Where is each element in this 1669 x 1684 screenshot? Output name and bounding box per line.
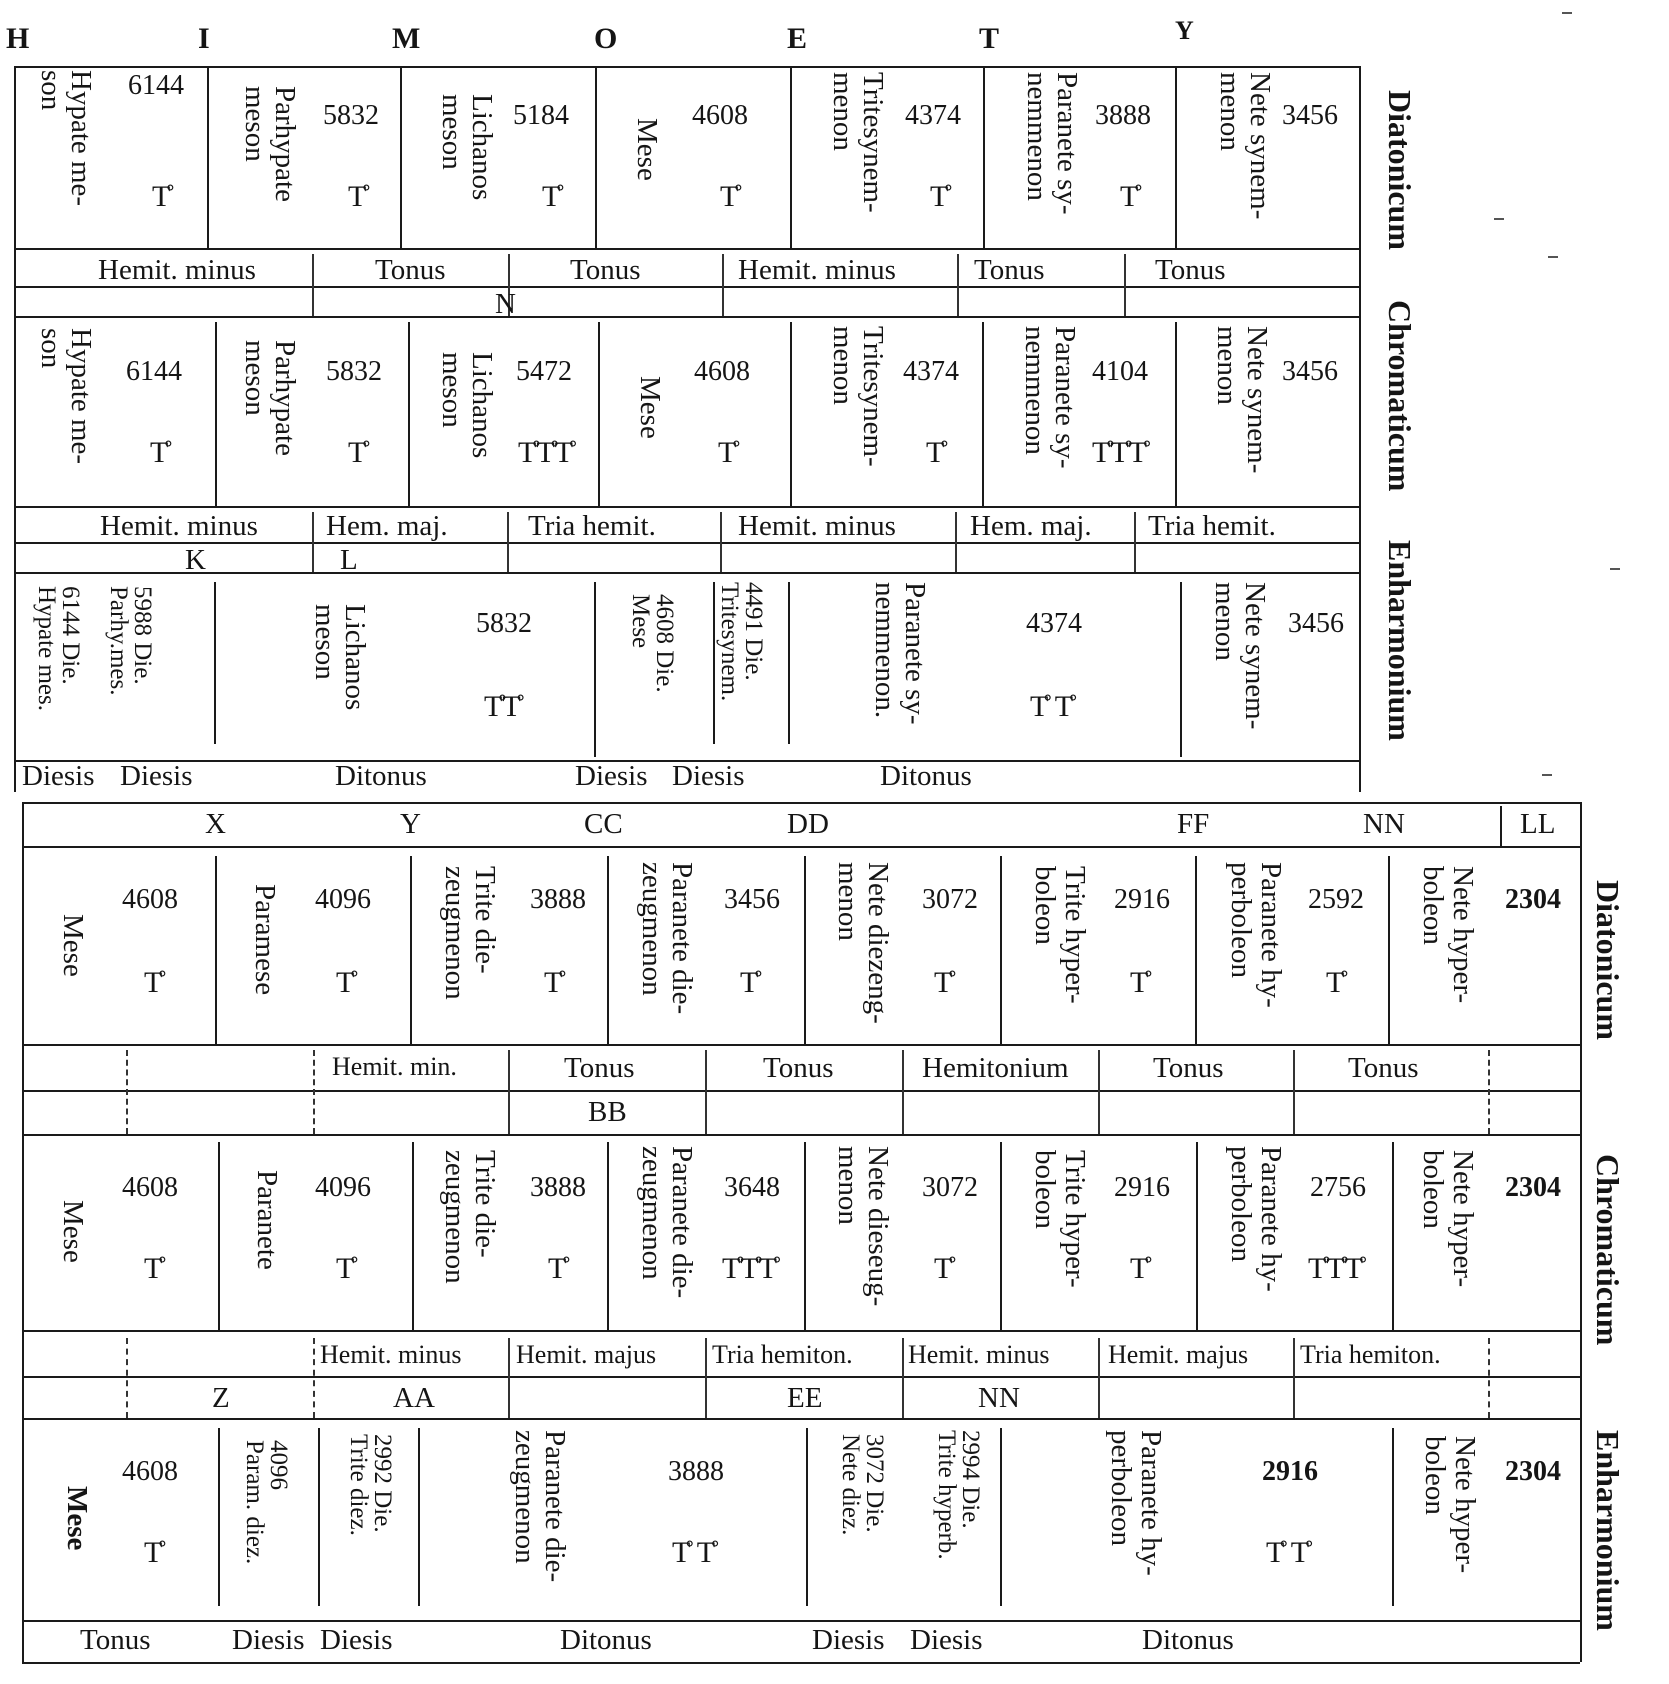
label-chromaticum: Chromaticum: [1382, 300, 1418, 492]
letter-O: O: [594, 22, 618, 55]
cell-tritesynemmenon: Tritesynem- menon: [827, 326, 889, 467]
value: 3456: [1282, 356, 1338, 387]
tone-symbol: T̊: [934, 1252, 953, 1285]
cell-trite-diezeugmenon: Trite die- zeugmenon: [439, 866, 501, 1000]
tone-symbol: T̊: [1130, 1252, 1149, 1285]
value: 5832: [476, 608, 532, 639]
interval: Hemit. min.: [332, 1052, 457, 1081]
label-enharmonium: Enharmonium: [1382, 540, 1418, 741]
interval: Diesis: [120, 760, 193, 792]
cell-mese: Mese: [631, 118, 663, 181]
interval: Hemit. majus: [516, 1340, 657, 1369]
cell-parhypate-meson-diesis: 5988 Die. Parhy.mes.: [105, 586, 156, 696]
value: 4608: [692, 100, 748, 131]
cell-paranete-hyperboleon: Paranete hy- perboleon: [1105, 1430, 1167, 1576]
cell-nete-synemmenon: Nete synem- menon: [1209, 582, 1271, 730]
value: 3456: [1288, 608, 1344, 639]
interval: Tria hemiton.: [712, 1340, 853, 1369]
tone-symbol: T̊ T̊: [1030, 690, 1074, 723]
letter-I: I: [198, 22, 210, 55]
value: 3072: [922, 1172, 978, 1203]
tone-symbol: T̊T̊T̊: [518, 436, 573, 469]
interval: Ditonus: [1142, 1624, 1234, 1656]
cell-hypate-meson-diesis: 6144 Die. Hypate mes.: [33, 586, 84, 711]
cell-mese: Mese: [61, 1486, 93, 1551]
value: 4374: [905, 100, 961, 131]
tone-symbol: T̊: [144, 966, 163, 999]
value: 2304: [1505, 884, 1561, 915]
interval: Hemit. majus: [1108, 1340, 1249, 1369]
tone-symbol: T̊: [544, 966, 563, 999]
tone-symbol: T̊: [1120, 180, 1139, 213]
interval: Hemit. minus: [908, 1340, 1050, 1369]
interval: Hemit. minus: [738, 510, 896, 542]
tone-symbol: T̊T̊: [484, 690, 521, 723]
cell-tritesynemmenon-diesis: 4491 Die. Tritesynem.: [716, 582, 767, 702]
cell-paranete-synemmenon: Paranete sy- nemmenon.: [869, 582, 931, 725]
value: 4608: [122, 1456, 178, 1487]
letter-NN: NN: [1363, 808, 1405, 840]
cell-trite-hyperboleon-diesis: 2994 Die. Trite hyperb.: [933, 1430, 984, 1560]
value: 3648: [724, 1172, 780, 1203]
letter-Y: Y: [1175, 16, 1194, 45]
tone-symbol: T̊T̊T̊: [1092, 436, 1147, 469]
interval: Hemitonium: [922, 1052, 1069, 1084]
value: 3888: [668, 1456, 724, 1487]
cell-nete-synemmenon: Nete synem- menon: [1211, 326, 1273, 474]
value: 2592: [1308, 884, 1364, 915]
cell-mese: Mese: [57, 914, 89, 977]
interval: Tonus: [1153, 1052, 1224, 1084]
cell-parhypate-meson: Parhypate meson: [239, 340, 301, 456]
mark-AA: AA: [393, 1382, 435, 1414]
letter-T: T: [979, 22, 1000, 55]
cell-hypate-meson: Hypate me- son: [35, 70, 97, 207]
letter-DD: DD: [787, 808, 829, 840]
value: 3456: [724, 884, 780, 915]
cell-lichanos-meson: Lichanos meson: [436, 352, 498, 459]
value: 3888: [1095, 100, 1151, 131]
interval: Hemit. minus: [100, 510, 258, 542]
interval: Diesis: [910, 1624, 983, 1656]
value: 4374: [903, 356, 959, 387]
interval: Tria hemit.: [528, 510, 656, 542]
interval: Tonus: [375, 254, 446, 286]
letter-LL: LL: [1520, 808, 1556, 840]
letter-Y: Y: [400, 808, 421, 840]
cell-nete-hyperboleon: Nete hyper- boleon: [1417, 866, 1479, 1004]
tone-symbol: T̊ T̊: [672, 1536, 716, 1569]
value: 2916: [1262, 1456, 1318, 1487]
cell-trite-hyperboleon: Trite hyper- boleon: [1029, 866, 1091, 1004]
cell-paramese-diezeugmenon: 4096 Param. diez.: [241, 1440, 292, 1565]
interval: Hemit. minus: [738, 254, 896, 286]
letter-CC: CC: [584, 808, 623, 840]
cell-nete-synemmenon: Nete synem- menon: [1214, 72, 1276, 220]
tone-symbol: T̊: [1130, 966, 1149, 999]
value: 5472: [516, 356, 572, 387]
label-diatonicum: Diatonicum: [1382, 90, 1418, 250]
value: 4096: [315, 1172, 371, 1203]
mark-EE: EE: [787, 1382, 823, 1414]
tone-symbol: T̊: [934, 966, 953, 999]
cell-paranete: Paranete: [251, 1170, 283, 1270]
value: 3072: [922, 884, 978, 915]
letter-FF: FF: [1177, 808, 1210, 840]
tone-symbol: T̊T̊T̊: [1308, 1252, 1363, 1285]
interval: Ditonus: [335, 760, 427, 792]
cell-nete-hyperboleon: Nete hyper- boleon: [1419, 1436, 1481, 1574]
interval: Hemit. minus: [98, 254, 256, 286]
letter-X: X: [205, 808, 226, 840]
value: 4104: [1092, 356, 1148, 387]
tone-symbol: T̊: [144, 1252, 163, 1285]
cell-parhypate-meson: Parhypate meson: [239, 86, 301, 202]
cell-lichanos-meson: Lichanos meson: [309, 604, 371, 711]
cell-nete-diezeugmenon-diesis: 3072 Die. Nete diez.: [837, 1434, 888, 1536]
tone-symbol: T̊: [1326, 966, 1345, 999]
tone-symbol: T̊T̊T̊: [722, 1252, 777, 1285]
cell-paranete-diezeugmenon: Paranete die- zeugmenon: [636, 862, 698, 1015]
interval: Tonus: [974, 254, 1045, 286]
cell-mese: Mese: [634, 376, 666, 439]
cell-lichanos-meson: Lichanos meson: [436, 94, 498, 201]
tone-symbol: T̊: [542, 180, 561, 213]
interval: Diesis: [575, 760, 648, 792]
value: 3456: [1282, 100, 1338, 131]
value: 2304: [1505, 1172, 1561, 1203]
mark-NN: NN: [978, 1382, 1020, 1414]
mark-K: K: [185, 544, 206, 576]
tone-symbol: T̊: [930, 180, 949, 213]
tone-symbol: T̊ T̊: [1266, 1536, 1310, 1569]
cell-paranete-synemmenon: Paranete sy- nemmenon: [1021, 72, 1083, 215]
value: 6144: [128, 70, 184, 101]
interval: Diesis: [232, 1624, 305, 1656]
value: 4608: [694, 356, 750, 387]
mark-L: L: [340, 544, 358, 576]
interval: Tonus: [763, 1052, 834, 1084]
interval: Tonus: [80, 1624, 151, 1656]
mark-N: N: [495, 288, 516, 320]
interval: Tonus: [1155, 254, 1226, 286]
interval: Tonus: [1348, 1052, 1419, 1084]
value: 2304: [1505, 1456, 1561, 1487]
interval: Diesis: [320, 1624, 393, 1656]
interval: Tria hemit.: [1148, 510, 1276, 542]
cell-paranete-synemmenon: Paranete sy- nemmenon: [1019, 326, 1081, 469]
cell-trite-diezeugmenon: Trite die- zeugmenon: [439, 1150, 501, 1284]
interval: Hemit. minus: [320, 1340, 462, 1369]
value: 5832: [323, 100, 379, 131]
value: 4608: [122, 884, 178, 915]
cell-nete-diezeugmenon: Nete diezeng- menon: [832, 862, 894, 1024]
cell-trite-diezeugmenon-diesis: 2992 Die. Trite diez.: [345, 1434, 396, 1536]
tone-symbol: T̊: [150, 436, 169, 469]
interval: Diesis: [672, 760, 745, 792]
value: 4096: [315, 884, 371, 915]
value: 5184: [513, 100, 569, 131]
tone-symbol: T̊: [144, 1536, 163, 1569]
letter-M: M: [392, 22, 421, 55]
interval: Diesis: [812, 1624, 885, 1656]
tone-symbol: T̊: [336, 1252, 355, 1285]
cell-paramese: Paramese: [249, 884, 281, 996]
interval: Hem. maj.: [326, 510, 448, 542]
cell-hypate-meson: Hypate me- son: [35, 328, 97, 465]
value: 6144: [126, 356, 182, 387]
cell-paranete-hyperboleon: Paranete hy- perboleon: [1225, 1146, 1287, 1292]
letter-E: E: [787, 22, 808, 55]
cell-paranete-diezeugmenon: Paranete die- zeugmenon: [636, 1146, 698, 1299]
tone-symbol: T̊: [720, 180, 739, 213]
interval: Ditonus: [560, 1624, 652, 1656]
tone-symbol: T̊: [548, 1252, 567, 1285]
interval: Ditonus: [880, 760, 972, 792]
cell-nete-hyperboleon: Nete hyper- boleon: [1417, 1150, 1479, 1288]
cell-paranete-hyperboleon: Paranete hy- perboleon: [1225, 862, 1287, 1008]
label-enharmonium: Enharmonium: [1590, 1430, 1626, 1631]
cell-mese-diesis: 4608 Die. Mese: [627, 594, 678, 693]
value: 5832: [326, 356, 382, 387]
cell-mese: Mese: [57, 1200, 89, 1263]
label-diatonicum: Diatonicum: [1590, 880, 1626, 1040]
cell-nete-diezeugmenon: Nete dieseug- menon: [832, 1146, 894, 1307]
tone-symbol: T̊: [348, 180, 367, 213]
tone-symbol: T̊: [336, 966, 355, 999]
tone-symbol: T̊: [152, 180, 171, 213]
cell-tritesynemmenon: Tritesynem- menon: [827, 72, 889, 213]
tone-symbol: T̊: [718, 436, 737, 469]
interval: Tonus: [564, 1052, 635, 1084]
interval: Hem. maj.: [970, 510, 1092, 542]
tone-symbol: T̊: [926, 436, 945, 469]
value: 2916: [1114, 884, 1170, 915]
value: 4374: [1026, 608, 1082, 639]
interval: Diesis: [22, 760, 95, 792]
value: 3888: [530, 884, 586, 915]
interval: Tonus: [570, 254, 641, 286]
interval: Tria hemiton.: [1300, 1340, 1441, 1369]
value: 2756: [1310, 1172, 1366, 1203]
cell-trite-hyperboleon: Trite hyper- boleon: [1029, 1150, 1091, 1288]
tone-symbol: T̊: [348, 436, 367, 469]
mark-Z: Z: [212, 1382, 230, 1414]
letter-H: H: [6, 22, 30, 55]
value: 3888: [530, 1172, 586, 1203]
mark-BB: BB: [588, 1096, 627, 1128]
label-chromaticum: Chromaticum: [1590, 1154, 1626, 1346]
value: 4608: [122, 1172, 178, 1203]
tone-symbol: T̊: [740, 966, 759, 999]
value: 2916: [1114, 1172, 1170, 1203]
cell-paranete-diezeugmenon: Paranete die- zeugmenon: [509, 1430, 571, 1583]
